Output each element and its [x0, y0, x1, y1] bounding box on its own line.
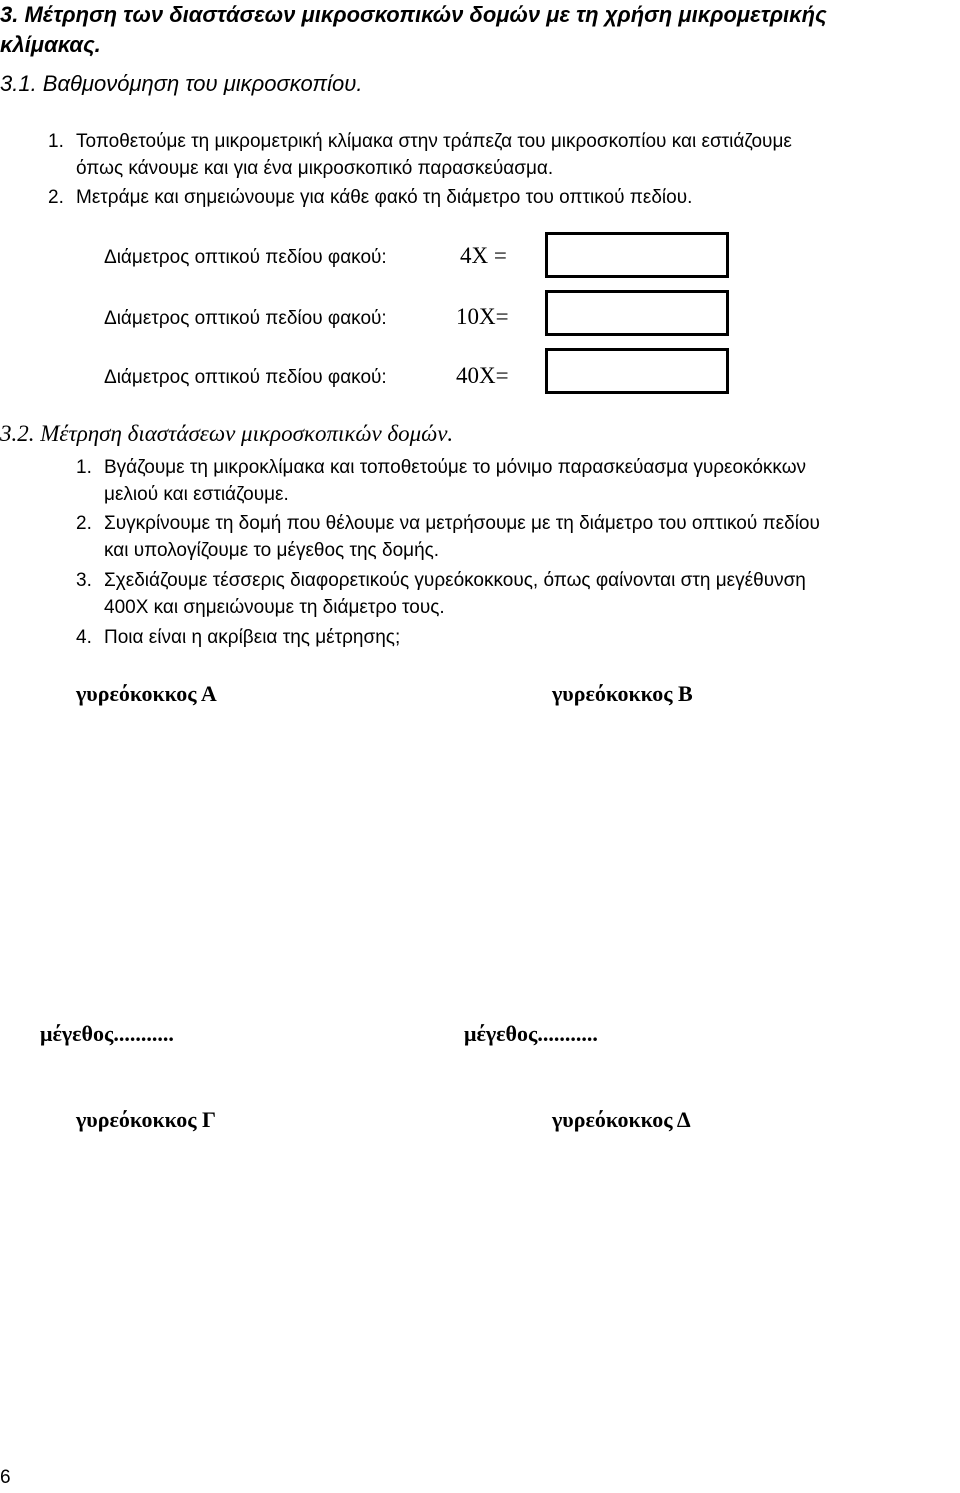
s32-step-2-number: 2. — [76, 513, 92, 534]
section-3-1-heading: 3.1. Βαθμονόμηση του μικροσκοπίου. — [0, 71, 363, 96]
grain-a-label: γυρεόκοκκος Α — [76, 681, 217, 706]
section-3-2-heading: 3.2. Μέτρηση διαστάσεων μικροσκοπικών δομών. — [0, 421, 454, 446]
answer-box-10x[interactable] — [545, 290, 729, 336]
s32-step-3-line-1: Σχεδιάζουμε τέσσερις διαφορετικούς γυρεόκοκκους, όπως φαίνονται στη μεγέθυνση — [104, 570, 806, 591]
grain-a-size: μέγεθος........... — [40, 1021, 174, 1046]
answer-box-4x[interactable] — [545, 232, 729, 278]
step-1-number: 1. — [48, 131, 64, 152]
section-3-heading-line-2: κλίμακας. — [0, 32, 101, 57]
step-1-line-2: όπως κάνουμε και για ένα μικροσκοπικό παρασκεύασμα. — [76, 158, 554, 179]
step-2-number: 2. — [48, 187, 64, 208]
s32-step-4-number: 4. — [76, 627, 92, 648]
lens-10x-label: 10X= — [456, 304, 509, 329]
lens-4x-label: 4X = — [460, 243, 507, 268]
step-1-line-1: Τοποθετούμε τη μικρομετρική κλίμακα στην τράπεζα του μικροσκοπίου και εστιάζουμε — [76, 131, 792, 152]
s32-step-3-number: 3. — [76, 570, 92, 591]
page-number: 6 — [0, 1467, 11, 1488]
section-3-heading-line-1: 3. Μέτρηση των διαστάσεων μικροσκοπικών δομών με τη χρήση μικρομετρικής — [0, 2, 827, 27]
step-2-line-1: Μετράμε και σημειώνουμε για κάθε φακό τη διάμετρο του οπτικού πεδίου. — [76, 187, 693, 208]
lens-40x-label: 40X= — [456, 363, 509, 388]
s32-step-3-line-2: 400X και σημειώνουμε τη διάμετρο τους. — [104, 597, 445, 618]
s32-step-1-line-1: Βγάζουμε τη μικροκλίμακα και τοποθετούμε το μόνιμο παρασκεύασμα γυρεοκόκκων — [104, 457, 807, 478]
diameter-label-40x: Διάμετρος οπτικού πεδίου φακού: — [104, 367, 387, 388]
grain-c-label: γυρεόκοκκος Γ — [76, 1107, 217, 1132]
grain-b-size: μέγεθος........... — [464, 1021, 598, 1046]
s32-step-4-line-1: Ποια είναι η ακρίβεια της μέτρησης; — [104, 627, 401, 648]
s32-step-1-number: 1. — [76, 457, 92, 478]
grain-d-label: γυρεόκοκκος Δ — [552, 1107, 691, 1132]
diameter-label-10x: Διάμετρος οπτικού πεδίου φακού: — [104, 308, 387, 329]
s32-step-2-line-1: Συγκρίνουμε τη δομή που θέλουμε να μετρήσουμε με τη διάμετρο του οπτικού πεδίου — [104, 513, 820, 534]
diameter-label-4x: Διάμετρος οπτικού πεδίου φακού: — [104, 247, 387, 268]
answer-box-40x[interactable] — [545, 348, 729, 394]
s32-step-1-line-2: μελιού και εστιάζουμε. — [104, 484, 289, 505]
grain-b-label: γυρεόκοκκος Β — [552, 681, 693, 706]
s32-step-2-line-2: και υπολογίζουμε το μέγεθος της δομής. — [104, 540, 440, 561]
